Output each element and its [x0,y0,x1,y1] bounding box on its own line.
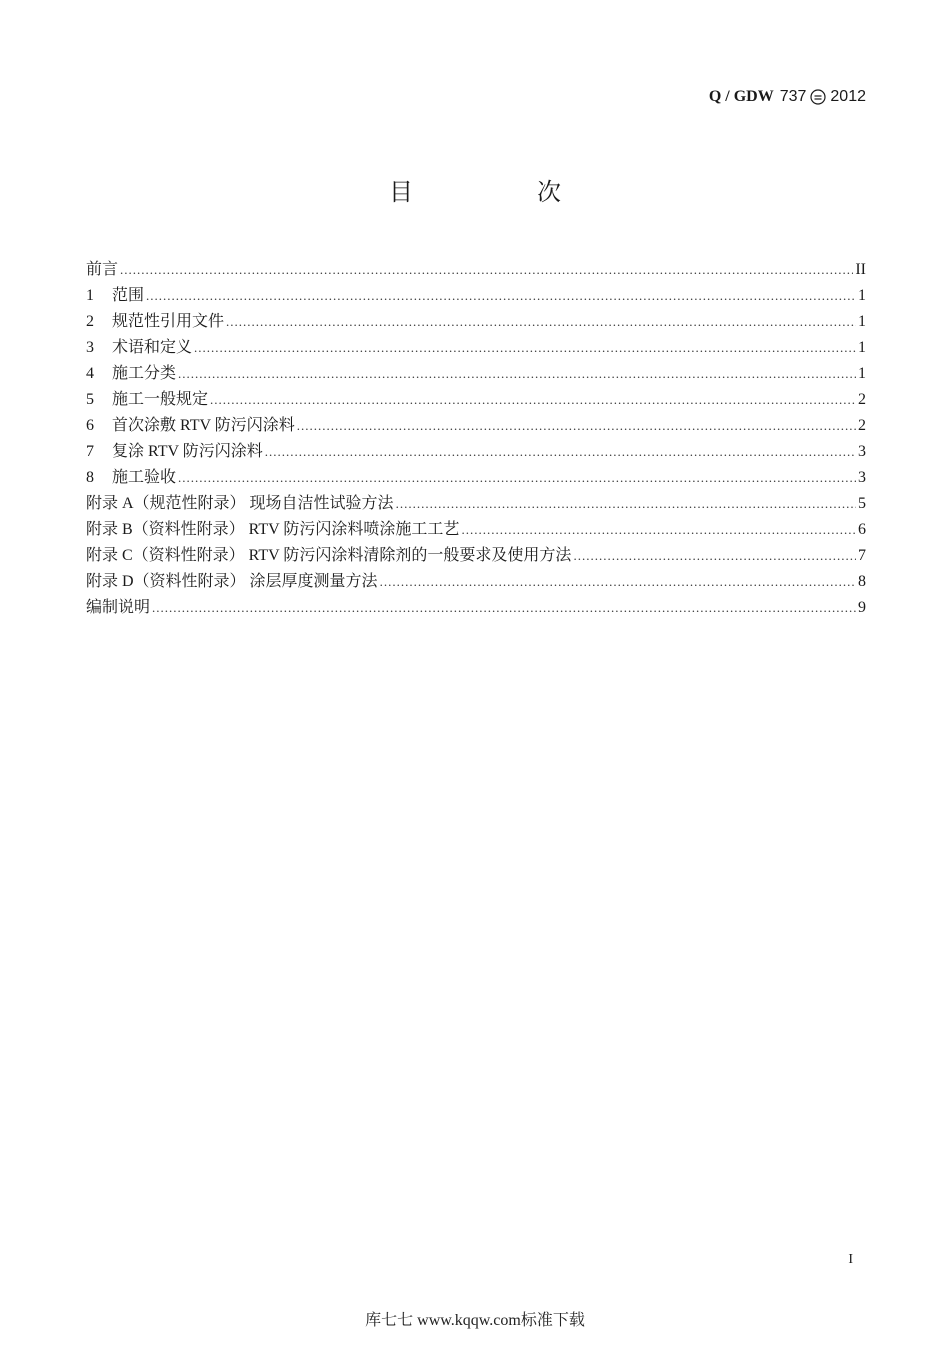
toc-entry-label: 前言 [86,261,119,278]
toc-entry[interactable] [86,491,866,517]
toc-dot-leader [380,569,856,595]
toc-dot-leader [573,543,856,569]
toc-dot-leader [396,491,856,517]
toc-entry[interactable] [86,569,866,595]
toc-entry-number: 1 [86,287,94,304]
toc-dot-leader [461,517,856,543]
toc-dot-leader [210,387,856,413]
toc-entry-label: 首次涂敷 RTV 防污闪涂料 [112,417,295,434]
toc-entry-page: 3 [858,443,866,460]
toc-entry-number: 2 [86,313,94,330]
toc-entry-page: 1 [858,365,866,382]
toc-entry[interactable] [86,309,866,335]
page-title: 目 次 [389,178,611,206]
toc-dot-leader [152,595,856,621]
standard-circle-icon [810,89,826,105]
toc-entry-label: 编制说明 [86,599,151,616]
toc-entry[interactable] [86,335,866,361]
toc-entry-page: 9 [858,599,866,616]
code-year: 2012 [830,88,866,105]
toc-entry-page: 7 [858,547,866,564]
toc-entry-label: 复涂 RTV 防污闪涂料 [112,443,263,460]
toc-entry-number: 8 [86,469,94,486]
toc-entry[interactable] [86,517,866,543]
toc-entry-page: 1 [858,339,866,356]
toc-entry-number: 6 [86,417,94,434]
toc-dot-leader [297,413,856,439]
toc-entry-label: 附录 B（资料性附录） RTV 防污闪涂料喷涂施工工艺 [86,521,460,538]
toc-entry[interactable] [86,257,866,283]
toc-entry-number: 4 [86,365,94,382]
document-code [709,88,866,106]
toc-entry-label: 附录 D（资料性附录） 涂层厚度测量方法 [86,573,378,590]
toc-dot-leader [146,283,856,309]
page-number: I [848,1252,853,1267]
toc-dot-leader [265,439,856,465]
toc-entry-label: 附录 C（资料性附录） RTV 防污闪涂料清除剂的一般要求及使用方法 [86,547,572,564]
footer-watermark: 库七七 www.kqqw.com标准下载 [365,1312,585,1329]
toc-entry-label: 附录 A（规范性附录） 现场自洁性试验方法 [86,495,394,512]
toc-entry-page: 8 [858,573,866,590]
toc-entry-page: 3 [858,469,866,486]
toc-entry-number: 7 [86,443,94,460]
toc-entry-label: 规范性引用文件 [112,313,225,330]
toc-dot-leader [178,361,856,387]
toc-entry-number: 5 [86,391,94,408]
code-prefix: Q / GDW [708,88,774,105]
code-number: 737 [779,88,807,105]
toc-entry[interactable] [86,283,866,309]
toc-entry-page: 5 [858,495,866,512]
toc-entry[interactable] [86,439,866,465]
toc-entry[interactable] [86,543,866,569]
toc-entry[interactable] [86,413,866,439]
toc-dot-leader [178,465,856,491]
toc-entry-label: 施工一般规定 [112,391,209,408]
toc-entry[interactable] [86,595,866,621]
toc-entry-page: 1 [858,287,866,304]
toc-dot-leader [226,309,856,335]
toc-entry-page: 2 [858,417,866,434]
toc-dot-leader [194,335,856,361]
toc-entry-label: 范围 [112,287,145,304]
toc-entry-label: 施工分类 [112,365,177,382]
toc-entry-label: 施工验收 [112,469,177,486]
toc-entry-page: 1 [858,313,866,330]
toc-entry-label: 术语和定义 [112,339,193,356]
toc-entry-page: 6 [858,521,866,538]
table-of-contents [86,257,866,621]
toc-entry-page: 2 [858,391,866,408]
toc-entry[interactable] [86,387,866,413]
toc-dot-leader [120,257,853,283]
toc-entry-page: II [855,261,866,278]
toc-entry[interactable] [86,361,866,387]
toc-entry-number: 3 [86,339,94,356]
toc-entry[interactable] [86,465,866,491]
